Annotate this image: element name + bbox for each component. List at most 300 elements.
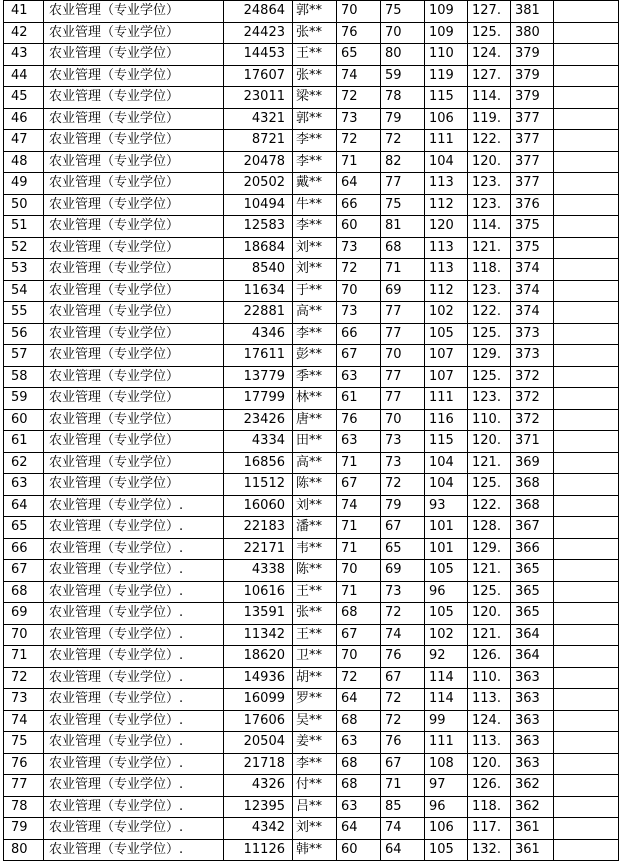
rank-cell: 57 — [4, 345, 44, 367]
score-2-cell: 71 — [381, 259, 425, 281]
candidate-id-cell: 20504 — [224, 732, 293, 754]
program-cell: 农业管理（专业学位） — [44, 151, 224, 173]
note-cell — [554, 560, 619, 582]
score-1-cell: 63 — [337, 431, 381, 453]
table-row — [4, 517, 619, 539]
score-4-cell: 124. — [468, 710, 511, 732]
score-1-cell: 63 — [337, 732, 381, 754]
name-cell: 付** — [293, 775, 337, 797]
score-2-cell: 67 — [381, 667, 425, 689]
candidate-id-cell: 23011 — [224, 87, 293, 109]
name-cell: 郭** — [293, 1, 337, 23]
rank-cell: 66 — [4, 538, 44, 560]
score-1-cell: 64 — [337, 173, 381, 195]
score-3-cell: 109 — [425, 1, 468, 23]
total-cell: 366 — [511, 538, 554, 560]
total-cell: 365 — [511, 603, 554, 625]
candidate-id-cell: 4338 — [224, 560, 293, 582]
score-3-cell: 96 — [425, 796, 468, 818]
score-1-cell: 66 — [337, 323, 381, 345]
score-3-cell: 107 — [425, 366, 468, 388]
total-cell: 374 — [511, 259, 554, 281]
table-row — [4, 280, 619, 302]
score-4-cell: 120. — [468, 431, 511, 453]
program-cell: 农业管理（专业学位） — [44, 130, 224, 152]
name-cell: 刘** — [293, 495, 337, 517]
score-4-cell: 126. — [468, 775, 511, 797]
note-cell — [554, 237, 619, 259]
program-cell: 农业管理（专业学位） — [44, 345, 224, 367]
table-row — [4, 732, 619, 754]
name-cell: 梁** — [293, 87, 337, 109]
candidate-id-cell: 17607 — [224, 65, 293, 87]
candidate-id-cell: 17606 — [224, 710, 293, 732]
program-cell: 农业管理（专业学位）. — [44, 517, 224, 539]
rank-cell: 49 — [4, 173, 44, 195]
total-cell: 363 — [511, 753, 554, 775]
candidate-id-cell: 16856 — [224, 452, 293, 474]
score-2-cell: 72 — [381, 474, 425, 496]
score-1-cell: 68 — [337, 775, 381, 797]
note-cell — [554, 839, 619, 861]
score-4-cell: 129. — [468, 538, 511, 560]
score-3-cell: 110 — [425, 44, 468, 66]
score-4-cell: 110. — [468, 667, 511, 689]
note-cell — [554, 818, 619, 840]
name-cell: 潘** — [293, 517, 337, 539]
score-2-cell: 69 — [381, 560, 425, 582]
score-1-cell: 70 — [337, 646, 381, 668]
program-cell: 农业管理（专业学位） — [44, 366, 224, 388]
score-1-cell: 71 — [337, 581, 381, 603]
rank-cell: 79 — [4, 818, 44, 840]
candidate-id-cell: 18684 — [224, 237, 293, 259]
name-cell: 李** — [293, 130, 337, 152]
total-cell: 363 — [511, 667, 554, 689]
score-3-cell: 113 — [425, 173, 468, 195]
candidate-id-cell: 11342 — [224, 624, 293, 646]
rank-cell: 76 — [4, 753, 44, 775]
program-cell: 农业管理（专业学位）. — [44, 603, 224, 625]
score-2-cell: 72 — [381, 710, 425, 732]
score-2-cell: 68 — [381, 237, 425, 259]
score-2-cell: 64 — [381, 839, 425, 861]
total-cell: 362 — [511, 775, 554, 797]
total-cell: 363 — [511, 689, 554, 711]
score-3-cell: 116 — [425, 409, 468, 431]
score-1-cell: 68 — [337, 603, 381, 625]
score-2-cell: 78 — [381, 87, 425, 109]
total-cell: 373 — [511, 345, 554, 367]
table-row — [4, 130, 619, 152]
score-3-cell: 113 — [425, 259, 468, 281]
score-4-cell: 123. — [468, 280, 511, 302]
score-4-cell: 127. — [468, 1, 511, 23]
score-1-cell: 72 — [337, 130, 381, 152]
score-1-cell: 72 — [337, 87, 381, 109]
program-cell: 农业管理（专业学位） — [44, 409, 224, 431]
score-1-cell: 71 — [337, 538, 381, 560]
score-4-cell: 122. — [468, 495, 511, 517]
candidate-id-cell: 10494 — [224, 194, 293, 216]
candidate-id-cell: 12583 — [224, 216, 293, 238]
score-1-cell: 63 — [337, 796, 381, 818]
score-1-cell: 70 — [337, 560, 381, 582]
name-cell: 胡** — [293, 667, 337, 689]
score-1-cell: 71 — [337, 452, 381, 474]
candidate-id-cell: 16099 — [224, 689, 293, 711]
name-cell: 季** — [293, 366, 337, 388]
score-4-cell: 120. — [468, 151, 511, 173]
note-cell — [554, 753, 619, 775]
score-3-cell: 105 — [425, 323, 468, 345]
score-1-cell: 67 — [337, 345, 381, 367]
score-3-cell: 119 — [425, 65, 468, 87]
program-cell: 农业管理（专业学位）. — [44, 753, 224, 775]
name-cell: 李** — [293, 151, 337, 173]
note-cell — [554, 581, 619, 603]
score-4-cell: 114. — [468, 87, 511, 109]
total-cell: 372 — [511, 409, 554, 431]
program-cell: 农业管理（专业学位） — [44, 323, 224, 345]
score-4-cell: 121. — [468, 237, 511, 259]
name-cell: 吕** — [293, 796, 337, 818]
score-4-cell: 118. — [468, 796, 511, 818]
rank-cell: 61 — [4, 431, 44, 453]
score-3-cell: 102 — [425, 302, 468, 324]
name-cell: 韩** — [293, 839, 337, 861]
score-3-cell: 93 — [425, 495, 468, 517]
table-row — [4, 173, 619, 195]
note-cell — [554, 173, 619, 195]
candidate-id-cell: 4321 — [224, 108, 293, 130]
table-row — [4, 323, 619, 345]
score-2-cell: 72 — [381, 130, 425, 152]
score-3-cell: 105 — [425, 560, 468, 582]
total-cell: 363 — [511, 710, 554, 732]
candidate-id-cell: 11634 — [224, 280, 293, 302]
rank-cell: 58 — [4, 366, 44, 388]
total-cell: 377 — [511, 173, 554, 195]
note-cell — [554, 323, 619, 345]
score-3-cell: 104 — [425, 452, 468, 474]
score-3-cell: 111 — [425, 130, 468, 152]
score-3-cell: 112 — [425, 194, 468, 216]
total-cell: 362 — [511, 796, 554, 818]
table-row — [4, 194, 619, 216]
total-cell: 364 — [511, 646, 554, 668]
rank-cell: 60 — [4, 409, 44, 431]
candidate-id-cell: 11126 — [224, 839, 293, 861]
score-3-cell: 108 — [425, 753, 468, 775]
candidate-id-cell: 17611 — [224, 345, 293, 367]
score-2-cell: 67 — [381, 517, 425, 539]
table-row — [4, 65, 619, 87]
score-4-cell: 132. — [468, 839, 511, 861]
score-2-cell: 65 — [381, 538, 425, 560]
score-1-cell: 72 — [337, 667, 381, 689]
name-cell: 王** — [293, 624, 337, 646]
score-1-cell: 71 — [337, 151, 381, 173]
note-cell — [554, 538, 619, 560]
candidate-id-cell: 8540 — [224, 259, 293, 281]
score-2-cell: 70 — [381, 409, 425, 431]
program-cell: 农业管理（专业学位） — [44, 1, 224, 23]
score-4-cell: 122. — [468, 302, 511, 324]
candidate-id-cell: 14453 — [224, 44, 293, 66]
table-row — [4, 366, 619, 388]
table-row — [4, 818, 619, 840]
name-cell: 陈** — [293, 560, 337, 582]
score-3-cell: 114 — [425, 689, 468, 711]
total-cell: 379 — [511, 44, 554, 66]
name-cell: 唐** — [293, 409, 337, 431]
score-1-cell: 73 — [337, 108, 381, 130]
program-cell: 农业管理（专业学位） — [44, 237, 224, 259]
score-3-cell: 106 — [425, 108, 468, 130]
score-1-cell: 71 — [337, 517, 381, 539]
name-cell: 彭** — [293, 345, 337, 367]
program-cell: 农业管理（专业学位） — [44, 216, 224, 238]
name-cell: 李** — [293, 753, 337, 775]
score-2-cell: 79 — [381, 108, 425, 130]
score-3-cell: 102 — [425, 624, 468, 646]
score-2-cell: 73 — [381, 581, 425, 603]
name-cell: 陈** — [293, 474, 337, 496]
program-cell: 农业管理（专业学位）. — [44, 775, 224, 797]
score-2-cell: 85 — [381, 796, 425, 818]
score-2-cell: 81 — [381, 216, 425, 238]
score-2-cell: 82 — [381, 151, 425, 173]
score-3-cell: 101 — [425, 538, 468, 560]
total-cell: 372 — [511, 366, 554, 388]
note-cell — [554, 151, 619, 173]
score-3-cell: 104 — [425, 474, 468, 496]
table-row — [4, 87, 619, 109]
note-cell — [554, 646, 619, 668]
score-2-cell: 76 — [381, 646, 425, 668]
rank-cell: 65 — [4, 517, 44, 539]
table-row — [4, 560, 619, 582]
name-cell: 刘** — [293, 259, 337, 281]
rank-cell: 63 — [4, 474, 44, 496]
score-4-cell: 113. — [468, 689, 511, 711]
candidate-id-cell: 13779 — [224, 366, 293, 388]
score-3-cell: 111 — [425, 388, 468, 410]
total-cell: 376 — [511, 194, 554, 216]
score-2-cell: 77 — [381, 323, 425, 345]
score-3-cell: 105 — [425, 839, 468, 861]
note-cell — [554, 796, 619, 818]
score-4-cell: 125. — [468, 366, 511, 388]
candidate-id-cell: 4326 — [224, 775, 293, 797]
score-4-cell: 120. — [468, 753, 511, 775]
candidate-id-cell: 4342 — [224, 818, 293, 840]
rank-cell: 42 — [4, 22, 44, 44]
table-row — [4, 1, 619, 23]
note-cell — [554, 130, 619, 152]
total-cell: 374 — [511, 280, 554, 302]
program-cell: 农业管理（专业学位） — [44, 474, 224, 496]
table-row — [4, 259, 619, 281]
score-4-cell: 129. — [468, 345, 511, 367]
table-row — [4, 646, 619, 668]
name-cell: 刘** — [293, 237, 337, 259]
note-cell — [554, 216, 619, 238]
rank-cell: 56 — [4, 323, 44, 345]
note-cell — [554, 259, 619, 281]
rank-cell: 72 — [4, 667, 44, 689]
score-3-cell: 92 — [425, 646, 468, 668]
note-cell — [554, 517, 619, 539]
total-cell: 372 — [511, 388, 554, 410]
program-cell: 农业管理（专业学位）. — [44, 560, 224, 582]
total-cell: 377 — [511, 108, 554, 130]
score-2-cell: 75 — [381, 1, 425, 23]
score-4-cell: 125. — [468, 323, 511, 345]
total-cell: 377 — [511, 151, 554, 173]
table-row — [4, 22, 619, 44]
program-cell: 农业管理（专业学位）. — [44, 818, 224, 840]
program-cell: 农业管理（专业学位）. — [44, 710, 224, 732]
score-2-cell: 75 — [381, 194, 425, 216]
note-cell — [554, 624, 619, 646]
note-cell — [554, 689, 619, 711]
score-3-cell: 96 — [425, 581, 468, 603]
total-cell: 380 — [511, 22, 554, 44]
table-row — [4, 710, 619, 732]
rank-cell: 51 — [4, 216, 44, 238]
table-body — [4, 1, 619, 861]
score-1-cell: 60 — [337, 216, 381, 238]
note-cell — [554, 495, 619, 517]
total-cell: 368 — [511, 495, 554, 517]
score-2-cell: 77 — [381, 302, 425, 324]
name-cell: 郭** — [293, 108, 337, 130]
rank-cell: 74 — [4, 710, 44, 732]
program-cell: 农业管理（专业学位） — [44, 280, 224, 302]
score-3-cell: 113 — [425, 237, 468, 259]
candidate-id-cell: 12395 — [224, 796, 293, 818]
candidate-id-cell: 13591 — [224, 603, 293, 625]
score-2-cell: 70 — [381, 22, 425, 44]
table-row — [4, 388, 619, 410]
note-cell — [554, 388, 619, 410]
table-row — [4, 839, 619, 861]
score-1-cell: 65 — [337, 44, 381, 66]
note-cell — [554, 194, 619, 216]
score-4-cell: 121. — [468, 452, 511, 474]
note-cell — [554, 603, 619, 625]
score-4-cell: 110. — [468, 409, 511, 431]
candidate-id-cell: 8721 — [224, 130, 293, 152]
program-cell: 农业管理（专业学位） — [44, 108, 224, 130]
rank-cell: 75 — [4, 732, 44, 754]
program-cell: 农业管理（专业学位） — [44, 87, 224, 109]
name-cell: 李** — [293, 216, 337, 238]
name-cell: 姜** — [293, 732, 337, 754]
note-cell — [554, 44, 619, 66]
program-cell: 农业管理（专业学位） — [44, 388, 224, 410]
table-row — [4, 796, 619, 818]
candidate-id-cell: 24864 — [224, 1, 293, 23]
name-cell: 李** — [293, 323, 337, 345]
name-cell: 戴** — [293, 173, 337, 195]
program-cell: 农业管理（专业学位） — [44, 431, 224, 453]
score-3-cell: 120 — [425, 216, 468, 238]
name-cell: 韦** — [293, 538, 337, 560]
score-4-cell: 113. — [468, 732, 511, 754]
score-1-cell: 72 — [337, 259, 381, 281]
rank-cell: 73 — [4, 689, 44, 711]
program-cell: 农业管理（专业学位） — [44, 194, 224, 216]
score-4-cell: 121. — [468, 624, 511, 646]
candidate-id-cell: 24423 — [224, 22, 293, 44]
score-2-cell: 59 — [381, 65, 425, 87]
table-row — [4, 302, 619, 324]
score-2-cell: 72 — [381, 603, 425, 625]
rank-cell: 64 — [4, 495, 44, 517]
name-cell: 牛** — [293, 194, 337, 216]
note-cell — [554, 87, 619, 109]
score-3-cell: 105 — [425, 603, 468, 625]
score-1-cell: 68 — [337, 753, 381, 775]
note-cell — [554, 345, 619, 367]
score-1-cell: 73 — [337, 237, 381, 259]
name-cell: 刘** — [293, 818, 337, 840]
table-row — [4, 474, 619, 496]
total-cell: 374 — [511, 302, 554, 324]
total-cell: 365 — [511, 560, 554, 582]
table-row — [4, 108, 619, 130]
candidate-id-cell: 17799 — [224, 388, 293, 410]
score-2-cell: 74 — [381, 624, 425, 646]
score-4-cell: 114. — [468, 216, 511, 238]
table-row — [4, 237, 619, 259]
table-row — [4, 409, 619, 431]
rank-cell: 59 — [4, 388, 44, 410]
total-cell: 361 — [511, 839, 554, 861]
rank-cell: 52 — [4, 237, 44, 259]
candidate-id-cell: 20478 — [224, 151, 293, 173]
note-cell — [554, 1, 619, 23]
candidate-id-cell: 22183 — [224, 517, 293, 539]
score-4-cell: 125. — [468, 474, 511, 496]
score-3-cell: 112 — [425, 280, 468, 302]
rank-cell: 78 — [4, 796, 44, 818]
program-cell: 农业管理（专业学位）. — [44, 732, 224, 754]
score-4-cell: 123. — [468, 388, 511, 410]
score-1-cell: 70 — [337, 280, 381, 302]
rank-cell: 47 — [4, 130, 44, 152]
program-cell: 农业管理（专业学位）. — [44, 689, 224, 711]
score-1-cell: 67 — [337, 624, 381, 646]
score-3-cell: 115 — [425, 431, 468, 453]
score-1-cell: 64 — [337, 818, 381, 840]
score-2-cell: 77 — [381, 173, 425, 195]
score-3-cell: 109 — [425, 22, 468, 44]
total-cell: 381 — [511, 1, 554, 23]
admission-score-table — [3, 0, 619, 861]
note-cell — [554, 667, 619, 689]
rank-cell: 45 — [4, 87, 44, 109]
rank-cell: 55 — [4, 302, 44, 324]
total-cell: 375 — [511, 216, 554, 238]
score-1-cell: 74 — [337, 495, 381, 517]
table-row — [4, 753, 619, 775]
score-1-cell: 76 — [337, 409, 381, 431]
rank-cell: 53 — [4, 259, 44, 281]
